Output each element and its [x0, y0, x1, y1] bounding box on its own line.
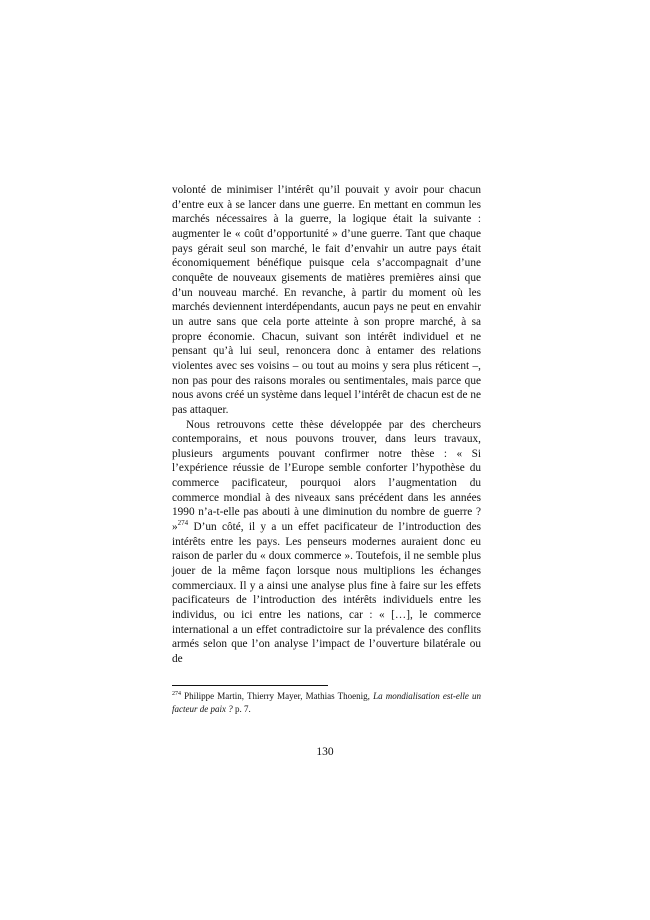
- footnote-reference[interactable]: 274: [177, 519, 189, 528]
- footnote-separator: [172, 685, 328, 686]
- footnote-number: 274: [172, 691, 181, 697]
- footnote-title: La mondialisation est-elle un facteur de paix ?: [172, 691, 481, 714]
- footnote-pages: p. 7.: [232, 703, 251, 714]
- main-text: [172, 183, 481, 667]
- paragraph-2-text-b: D’un côté, il y a un effet pacificateur de l’introduction des intérêts entre les pays. Les penseurs modernes auraient donc eu raison de parler du « doux commerce ». Toutefois, il ne semble plus jouer de la même façon lorsque nous multiplions les échanges commerciaux. Il y a ainsi une analyse plus fine à faire sur les effets pacificateurs de l’introduction des intérêts individuels entre les individus, ou ici entre les nations, car : « […], le commerce international a un effet contradictoire sur la prévalence des conflits armés selon que l’on analyse l’impact de l’ouverture bilatérale ou de: [172, 521, 481, 665]
- paragraph-1: volonté de minimiser l’intérêt qu’il pouvait y avoir pour chacun d’entre eux à se lancer dans une guerre. En mettant en commun les marchés nécessaires à la guerre, la logique était la suivante : augmenter le « coût d’opportunité » d’une guerre. Tant que chaque pays gérait seul son marché, le fait d’envahir un autre pays était économiquement bénéfique puisque cela s’accompagnait d’une conquête de nouveaux gisements de matières premières ainsi que d’un nouveau marché. En revanche, à partir du moment où les marchés deviennent interdépendants, aucun pays ne peut en envahir un autre sans que cela porte atteinte à son propre marché, à sa propre économie. Chacun, suivant son intérêt individuel et ne pensant qu’à lui seul, renoncera donc à entamer des relations violentes avec ses voisins – ou tout au moins y sera plus réticent –, non pas pour des raisons morales ou sentimentales, mais parce que nous avons créé un système dans lequel l’intérêt de chacun est de ne pas attaquer.: [172, 184, 481, 416]
- page-number: 130: [316, 746, 334, 758]
- paragraph-2: [172, 418, 481, 667]
- footnote-274: [172, 690, 481, 715]
- footnote-authors: Philippe Martin, Thierry Mayer, Mathias Thoenig,: [181, 691, 374, 701]
- paragraph-2-text-a: Nous retrouvons cette thèse développée par des chercheurs contemporains, et nous pouvons trouver, dans leurs travaux, plusieurs arguments pouvant confirmer notre thèse : « Si l’expérience réussie de l’Europe semble conforter l’hypothèse du commerce pacificateur, pourquoi alors l’augmentation du commerce mondial à des niveaux sans précédent dans les années 1990 n’a-t-elle pas abouti à une diminution du nombre de guerre ? »: [172, 418, 481, 534]
